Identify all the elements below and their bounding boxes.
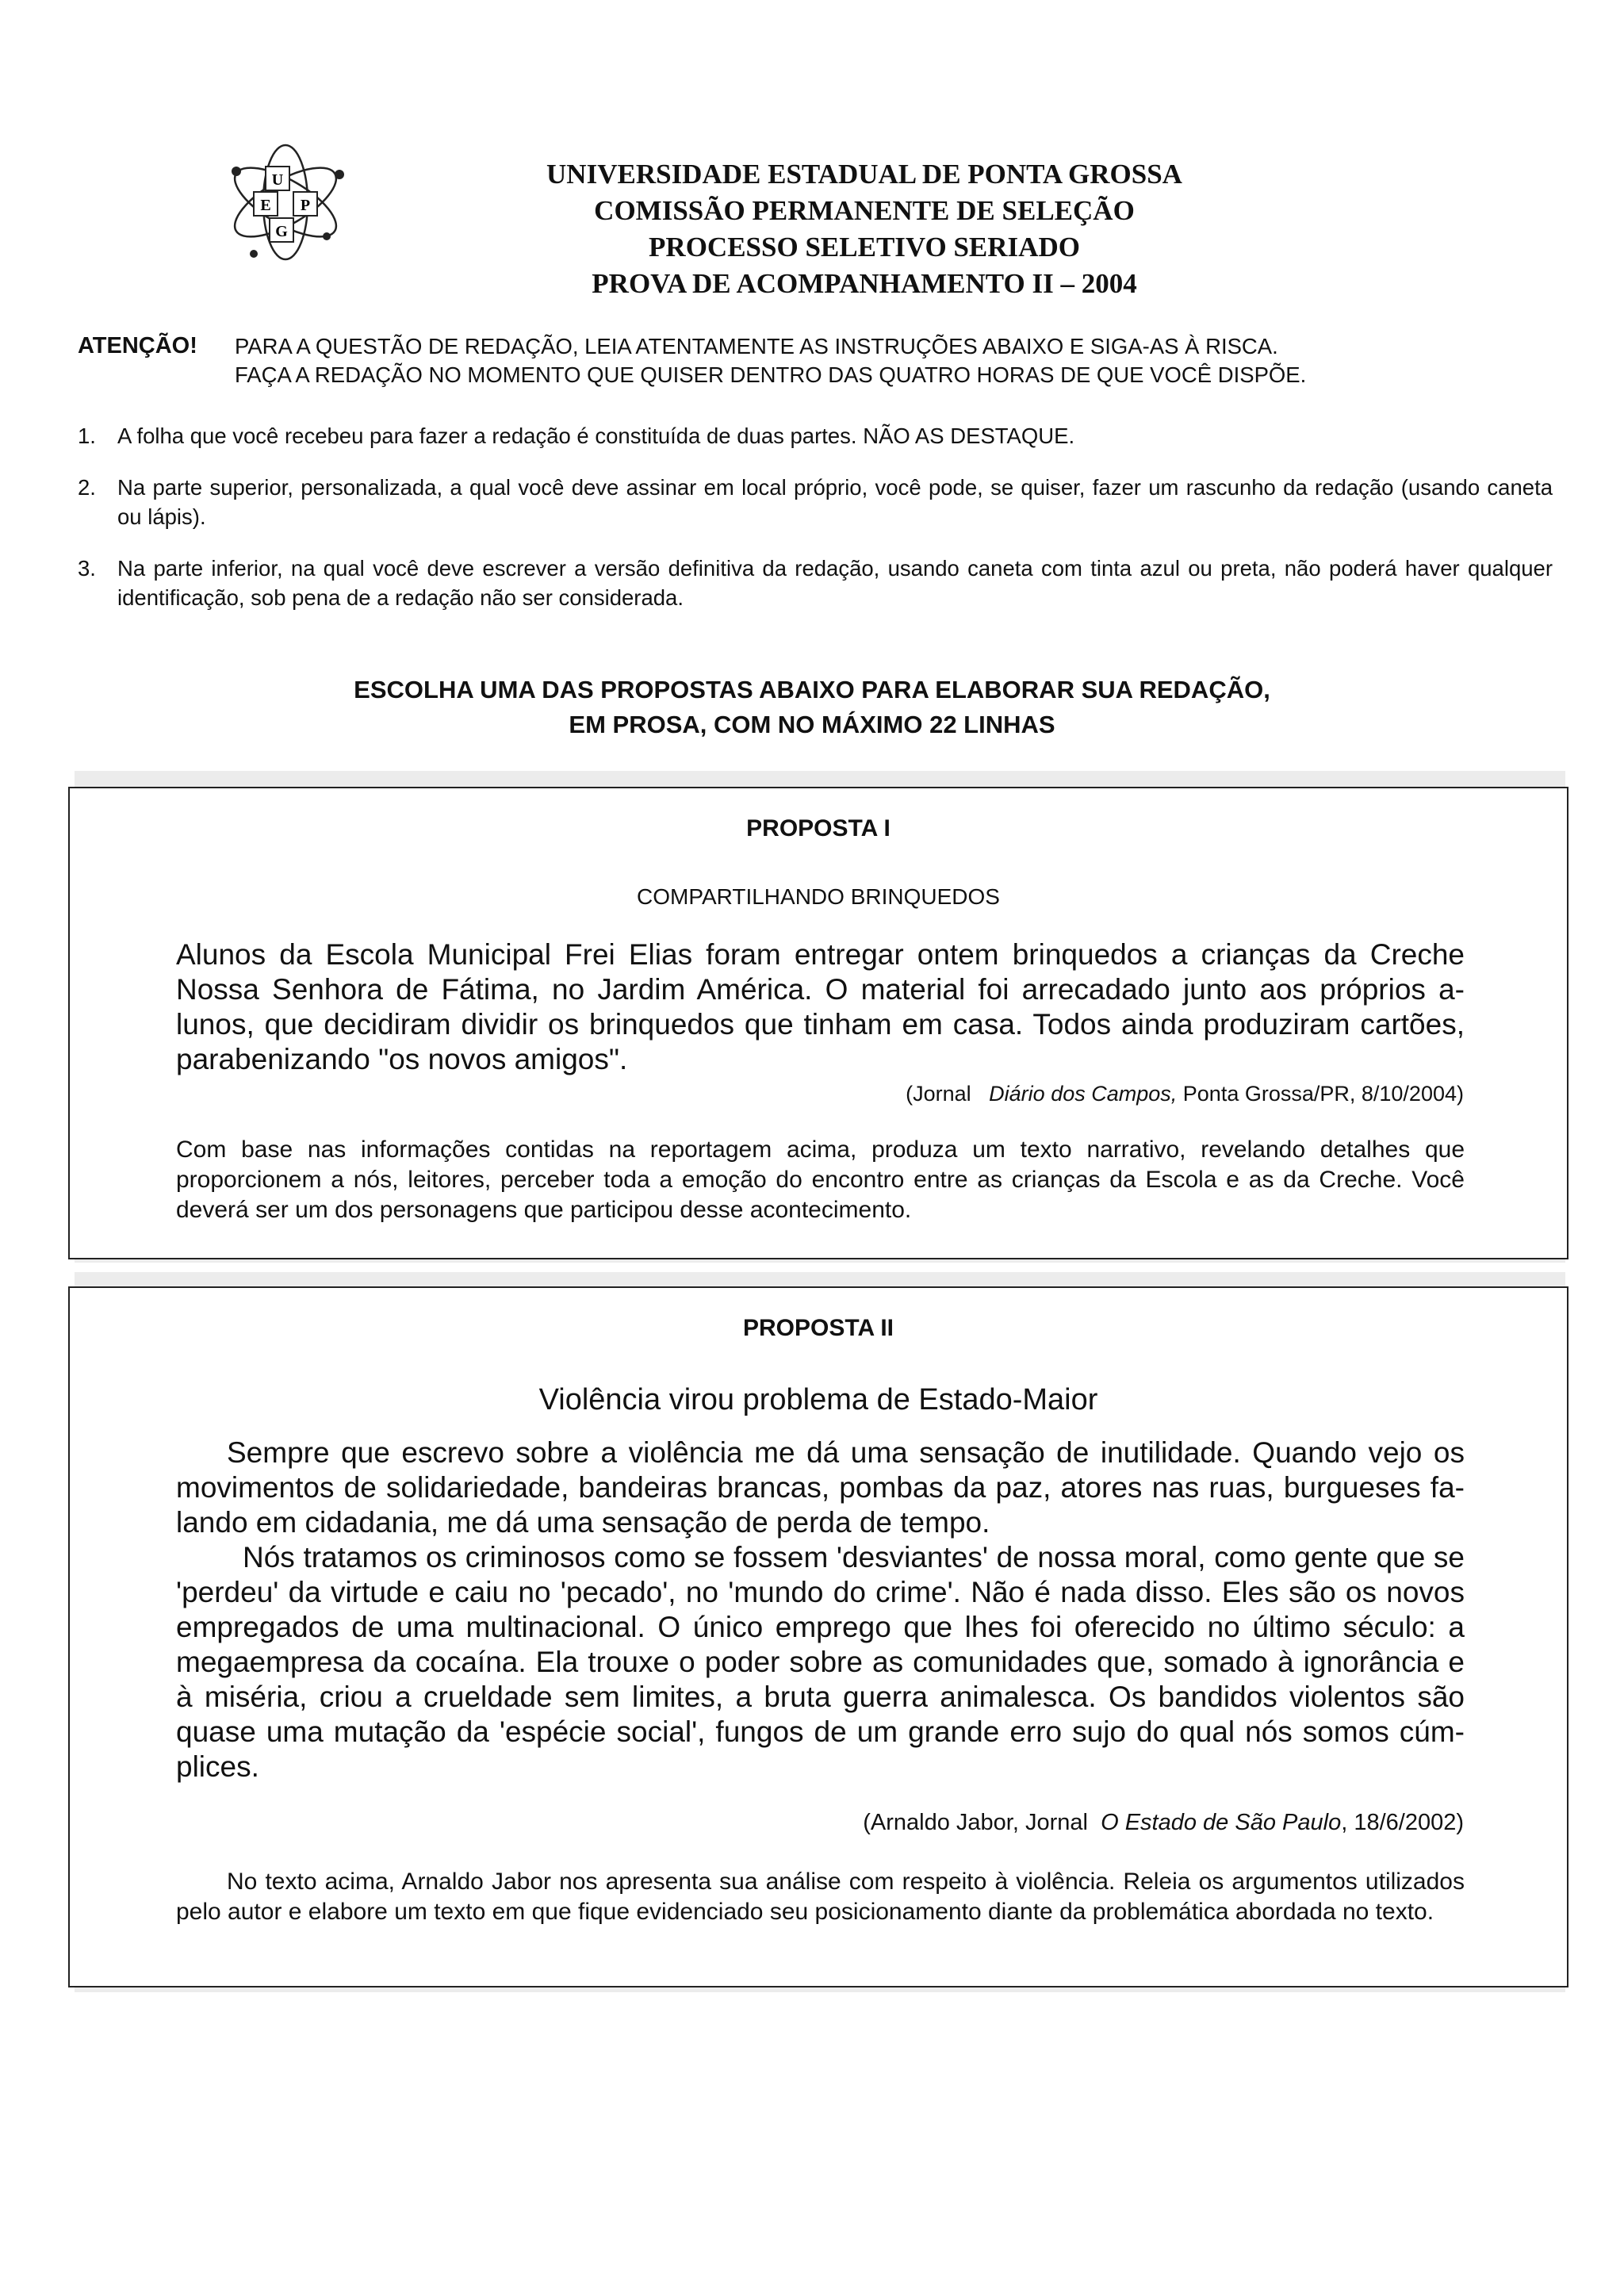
page-header	[222, 139, 1411, 297]
header-titles	[317, 156, 1411, 302]
attention-line-2: FAÇA A REDAÇÃO NO MOMENTO QUE QUISER DENTRO DAS QUATRO HORAS DE QUE VOCÊ DISPÕE.	[235, 362, 1307, 387]
choose-line-2: EM PROSA, COM NO MÁXIMO 22 LINHAS	[569, 711, 1055, 738]
proposal-1-source	[906, 1082, 1464, 1106]
proposal-1-title: PROPOSTA I	[746, 815, 891, 841]
instruction-item	[78, 421, 1553, 450]
commission-name: COMISSÃO PERMANENTE DE SELEÇÃO	[594, 195, 1135, 226]
svg-text:U: U	[271, 171, 284, 189]
proposal-1-box	[68, 787, 1568, 1259]
process-name: PROCESSO SELETIVO SERIADO	[649, 232, 1080, 263]
proposal-2-source	[863, 1810, 1464, 1836]
instruction-number: 2.	[78, 475, 96, 500]
svg-text:P: P	[300, 197, 311, 214]
instruction-number: 1.	[78, 424, 96, 448]
choose-line-1: ESCOLHA UMA DAS PROPOSTAS ABAIXO PARA ELABORAR SUA REDAÇÃO,	[354, 676, 1270, 703]
instruction-item	[78, 554, 1553, 612]
proposal-2-instruction: No texto acima, Arnaldo Jabor nos apresenta sua análise com respeito à violência. Releia os argumentos utilizados pelo autor e elabore um texto em que fique evidenciado seu posicionamento diante da problemática abordada no texto.	[176, 1869, 1465, 1925]
svg-text:E: E	[260, 197, 271, 214]
svg-text:G: G	[275, 223, 288, 240]
choose-heading	[0, 673, 1624, 742]
proposal-2-box	[68, 1286, 1568, 1987]
exam-name: PROVA DE ACOMPANHAMENTO II – 2004	[592, 268, 1137, 299]
instruction-text: Na parte superior, personalizada, a qual você deve assinar em local próprio, você pode, se quiser, fazer um rascunho da redação (usando caneta ou lápis).	[117, 475, 1553, 529]
proposal-1-instruction: Com base nas informações contidas na reportagem acima, produza um texto narrativo, revelando detalhes que proporcionem a nós, leitores, perceber toda a emoção do encontro entre as crianças da Escola e as da Creche. Você deverá ser um dos personagens que participou desse acontecimento.	[176, 1137, 1465, 1223]
proposal-2-paragraph-1: Sempre que escrevo sobre a violência me dá uma sensação de inutilidade. Quando vejo os movimentos de solidariedade, bandeiras brancas, pombas da paz, atores nas ruas, burgueses falando em cidadania, me dá uma sensação de perda de tempo.	[176, 1436, 1465, 1539]
attention-label: ATENÇÃO!	[78, 333, 197, 358]
university-name: UNIVERSIDADE ESTADUAL DE PONTA GROSSA	[546, 159, 1182, 190]
instruction-number: 3.	[78, 556, 96, 581]
source-publication: O Estado de São Paulo	[1101, 1810, 1342, 1835]
source-publication: Diário dos Campos,	[989, 1082, 1178, 1106]
source-suffix: , 18/6/2002)	[1341, 1810, 1464, 1835]
instruction-text: Na parte inferior, na qual você deve escrever a versão definitiva da redação, usando caneta com tinta azul ou preta, não poderá haver qualquer identificação, sob pena de a redação não ser considerada.	[117, 556, 1553, 610]
instruction-item	[78, 473, 1553, 531]
proposal-1-excerpt: Alunos da Escola Municipal Frei Elias foram entregar ontem brinquedos a crianças da Creche Nossa Senhora de Fátima, no Jardim América. O material foi arrecadado junto aos próprios alunos, que decidiram dividir os brinquedos que tinham em casa. Todos ainda produziram cartões, parabenizando "os novos amigos".	[176, 938, 1465, 1075]
proposal-2-article-heading: Violência virou problema de Estado-Maior	[538, 1383, 1098, 1416]
source-prefix: (Jornal	[906, 1082, 971, 1106]
proposal-1-subtitle: COMPARTILHANDO BRINQUEDOS	[637, 884, 1000, 909]
source-prefix: (Arnaldo Jabor, Jornal	[863, 1810, 1088, 1835]
proposal-2-paragraph-2: Nós tratamos os criminosos como se fossem 'desviantes' de nossa moral, como gente que se 'perdeu' da virtude e caiu no 'pecado', no 'mundo do crime'. Não é nada disso. Eles são os novos empregados de uma multinacional. O único emprego que lhes foi oferecido no último século: a megaempresa da cocaína. Ela trouxe o poder sobre as comunidades que, somado à ignorância e à miséria, criou a crueldade sem limites, a bruta guerra animalesca. Os bandidos violentos são quase uma mutação da 'espécie social', fungos de um grande erro sujo do qual nós somos cúmplices.	[176, 1541, 1465, 1783]
attention-line-1: PARA A QUESTÃO DE REDAÇÃO, LEIA ATENTAMENTE AS INSTRUÇÕES ABAIXO E SIGA-AS À RISCA.	[235, 334, 1278, 358]
instruction-text: A folha que você recebeu para fazer a redação é constituída de duas partes. NÃO AS DESTAQUE.	[117, 424, 1075, 448]
proposal-2-title: PROPOSTA II	[742, 1315, 894, 1341]
source-suffix: Ponta Grossa/PR, 8/10/2004)	[1182, 1082, 1464, 1106]
